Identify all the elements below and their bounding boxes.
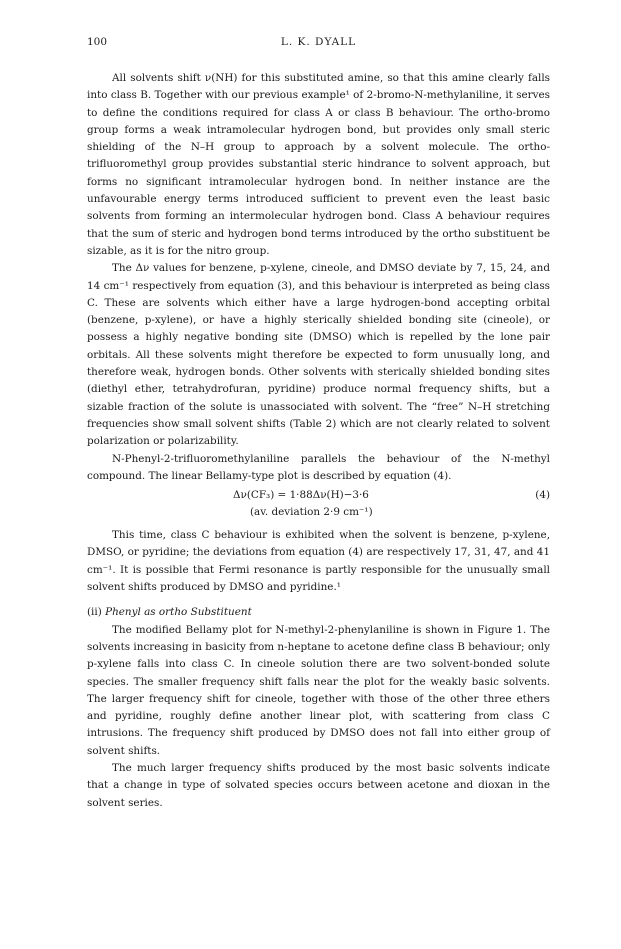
section-title: Phenyl as ortho Substituent [105, 606, 252, 619]
section-heading [87, 604, 550, 621]
paragraph-basic-solvents: The much larger frequency shifts produced by the most basic solvents indicate that a change in type of solvated species occurs between acetone and dioxan in the solvent series. [87, 761, 550, 809]
equation-number: (4) [535, 489, 550, 502]
running-author: L. K. DYALL [280, 36, 357, 48]
section-number: (ii) [87, 606, 102, 619]
equation-deviation-note: (av. deviation 2·9 cm⁻¹) [250, 506, 373, 519]
paragraph-bellamy-plot: The modified Bellamy plot for N-methyl-2-phenylaniline is shown in Figure 1. The solvents increasing in basicity from n-heptane to acetone define class B behaviour; only p-xylene falls into class C. In cineole solution there are two solvent-bonded solute species. The smaller frequency shift falls near the plot for the weakly basic solvents. The larger frequency shift for cineole, together with those of the other three ethers and pyridine, roughly define another linear plot, with scattering from class C intrusions. The frequency shift produced by DMSO does not fall into either group of solvent shifts. [87, 623, 550, 757]
paragraph-class-c: The Δν values for benzene, p-xylene, cineole, and DMSO deviate by 7, 15, 24, and 14 cm⁻¹ respectively from equation (3), and this behaviour is interpreted as being class C. These are solvents which either have a large hydrogen-bond accepting orbital (benzene, p-xylene), or have a highly sterically shielded bonding site (cineole), or possess a highly negative bonding site (DMSO) which is repelled by the lone pair orbitals. All these solvents might therefore be expected to form unusually long, and therefore weak, hydrogen bonds. Other solvents with sterically shielded bonding sites (diethyl ether, tetrahydrofuran, pyridine) produce normal frequency shifts, but a sizable fraction of the solute is unassociated with solvent. The “free” N–H stretching frequencies show small solvent shifts (Table 2) which are not clearly related to solvent polarization or polarizability. [87, 262, 550, 448]
paragraph-n-phenyl: N-Phenyl-2-trifluoromethylaniline parallels the behaviour of the N-methyl compound. The linear Bellamy-type plot is described by equation (4). [87, 452, 550, 482]
paragraph-class-b: All solvents shift ν(NH) for this substituted amine, so that this amine clearly falls into class B. Together with our previous example¹ of 2-bromo-N-methylaniline, it serves to define the conditions required for class A or class B behaviour. The ortho-bromo group forms a weak intramolecular hydrogen bond, but provides only small steric shielding of the N–H group to approach by a solvent molecule. The ortho-trifluoromethyl group provides substantial steric hindrance to solvent approach, but forms no significant intramolecular hydrogen bond. In neither instance are the unfavourable energy terms introduced sufficient to prevent even the least basic solvents from forming an intermolecular hydrogen bond. Class A behaviour requires that the sum of steric and hydrogen bond terms introduced by the ortho substituent be sizable, as it is for the nitro group. [87, 72, 550, 257]
page-number: 100 [87, 36, 108, 48]
journal-page [87, 34, 550, 812]
equation-4 [87, 487, 550, 523]
equation-expression: Δν(CF₃) = 1·88Δν(H)−3·6 [233, 489, 369, 502]
running-header [87, 34, 550, 50]
paragraph-fermi-resonance: This time, class C behaviour is exhibited when the solvent is benzene, p-xylene, DMSO, or pyridine; the deviations from equation (4) are respectively 17, 31, 47, and 41 cm⁻¹. It is possible that Fermi resonance is partly responsible for the unusually small solvent shifts produced by DMSO and pyridine.¹ [87, 529, 550, 594]
